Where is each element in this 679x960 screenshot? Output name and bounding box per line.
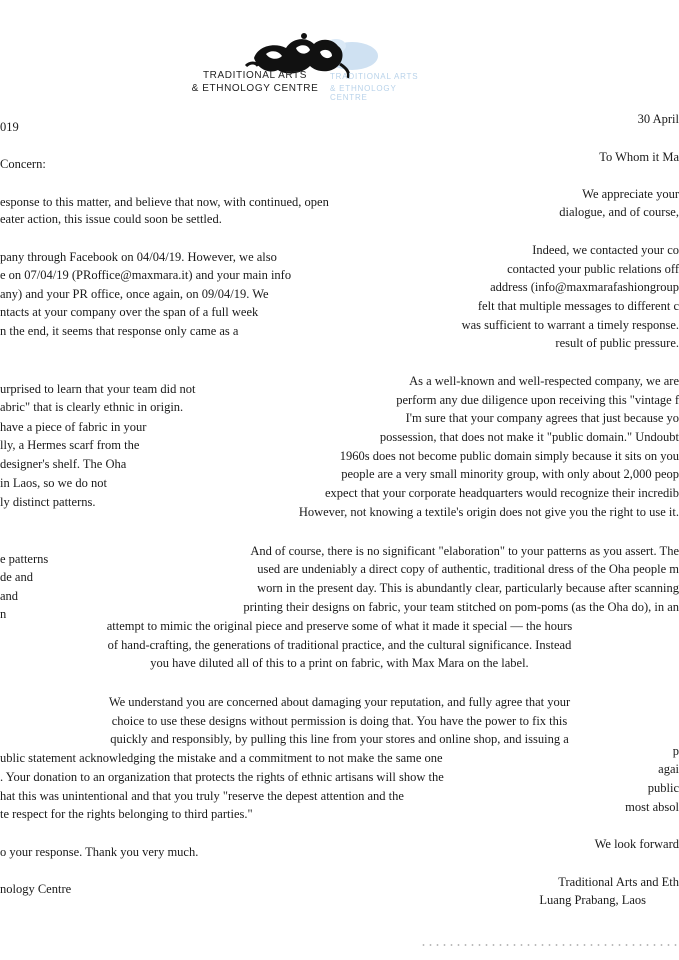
letter-line: Traditional Arts and Eth <box>558 875 679 889</box>
letter-line: n the end, it seems that response only came as a <box>0 324 239 338</box>
org-name-line1: TRADITIONAL ARTS <box>202 70 308 81</box>
letter-line: expect that your corporate headquarters would recognize their incredib <box>324 486 679 500</box>
letter-line: p <box>672 744 679 758</box>
letter-line: was sufficient to warrant a timely response. <box>461 318 679 332</box>
letter-line: felt that multiple messages to different c <box>477 299 679 313</box>
letter-line: most absol <box>625 800 679 814</box>
letter-line: ublic statement acknowledging the mistake and a commitment to not make the same one <box>0 751 443 765</box>
letter-line: To Whom it Ma <box>599 150 679 164</box>
letter-line: te respect for the rights belonging to third parties." <box>0 807 253 821</box>
letter-line: esponse to this matter, and believe that now, with continued, open <box>0 195 329 209</box>
letter-line: choice to use these designs without permission is doing that. You have the power to fix this <box>111 714 568 728</box>
letter-line: public <box>647 781 679 795</box>
letter-line: possession, that does not make it "public domain." Undoubt <box>379 430 679 444</box>
letter-line: attempt to mimic the original piece and preserve some of what it made it special — the hours <box>106 619 573 633</box>
letter-line: result of public pressure. <box>555 336 679 350</box>
letter-line: Concern: <box>0 157 46 171</box>
letter-line: people are a very small minority group, with only about 2,000 peop <box>341 467 679 481</box>
letter-line: agai <box>658 762 679 776</box>
letter-line: used are undeniably a direct copy of authentic, traditional dress of the Oha people m <box>257 562 679 576</box>
letter-line: you have diluted all of this to a print on fabric, with Max Mara on the label. <box>150 656 529 670</box>
letter-line: urprised to learn that your team did not <box>0 382 196 396</box>
letter-line: As a well-known and well-respected company, we are <box>409 374 679 388</box>
letter-line: de and <box>0 570 33 584</box>
letter-line: quickly and responsibly, by pulling this line from your stores and online shop, and issuing a <box>110 732 569 746</box>
letter-line: ly distinct patterns. <box>0 495 96 509</box>
letter-line: Indeed, we contacted your co <box>532 243 679 257</box>
letter-line: I'm sure that your company agrees that just because yo <box>405 411 679 425</box>
letter-line: eater action, this issue could soon be settled. <box>0 212 222 226</box>
letter-line: in Laos, so we do not <box>0 476 107 490</box>
letter-line: nology Centre <box>0 882 72 896</box>
letter-line: printing their designs on fabric, your team stitched on pom-poms (as the Oha do), in an <box>243 600 679 614</box>
letter-line: dialogue, and of course, <box>559 205 679 219</box>
letter-line: n <box>0 607 7 621</box>
letter-line: Luang Prabang, Laos <box>539 893 646 907</box>
letter-line: designer's shelf. The Oha <box>0 457 127 471</box>
letter-line: hat this was unintentional and that you truly "reserve the depest attention and the <box>0 789 404 803</box>
letter-line: e on 07/04/19 (PRoffice@maxmara.it) and your main info <box>0 268 292 282</box>
letter-line: any) and your PR office, once again, on 09/04/19. We <box>0 287 269 301</box>
letter-line: We look forward <box>594 837 679 851</box>
letter-line: worn in the present day. This is abundantly clear, particularly because after scanning <box>257 581 679 595</box>
letter-line: perform any due diligence upon receiving this "vintage f <box>396 393 679 407</box>
letter-line: However, not knowing a textile's origin does not give you the right to use it. <box>298 505 679 519</box>
org-name-line2: & ETHNOLOGY CENTRE <box>191 83 319 94</box>
ghost-org-line2: & ETHNOLOGY CENTRE <box>330 84 397 102</box>
letter-line: of hand-crafting, the generations of traditional practice, and the cultural significance. Instead <box>107 638 572 652</box>
letter-line: We understand you are concerned about damaging your reputation, and fully agree that your <box>108 695 571 709</box>
letter-line: 019 <box>0 120 19 134</box>
letter-line: have a piece of fabric in your <box>0 420 147 434</box>
page-edge-dots <box>420 944 679 946</box>
letter-line: We appreciate your <box>582 187 679 201</box>
letter-line: And of course, there is no significant "elaboration" to your patterns as you assert. The <box>250 544 679 558</box>
letter-line: 1960s does not become public domain simply because it sits on you <box>339 449 679 463</box>
letter-line: contacted your public relations off <box>507 262 679 276</box>
letter-line: e patterns <box>0 552 49 566</box>
letter-line: lly, a Hermes scarf from the <box>0 438 140 452</box>
letter-line: o your response. Thank you very much. <box>0 845 199 859</box>
letter-line: abric" that is clearly ethnic in origin. <box>0 400 184 414</box>
letter-line: address (info@maxmarafashiongroup <box>490 280 679 294</box>
ghost-org-line1: TRADITIONAL ARTS <box>330 72 419 81</box>
letter-line: ntacts at your company over the span of a full week <box>0 305 259 319</box>
letter-line: 30 April <box>637 112 679 126</box>
letter-line: and <box>0 589 19 603</box>
letter-line: . Your donation to an organization that protects the rights of ethnic artisans will show the <box>0 770 444 784</box>
letter-line: pany through Facebook on 04/04/19. However, we also <box>0 250 277 264</box>
